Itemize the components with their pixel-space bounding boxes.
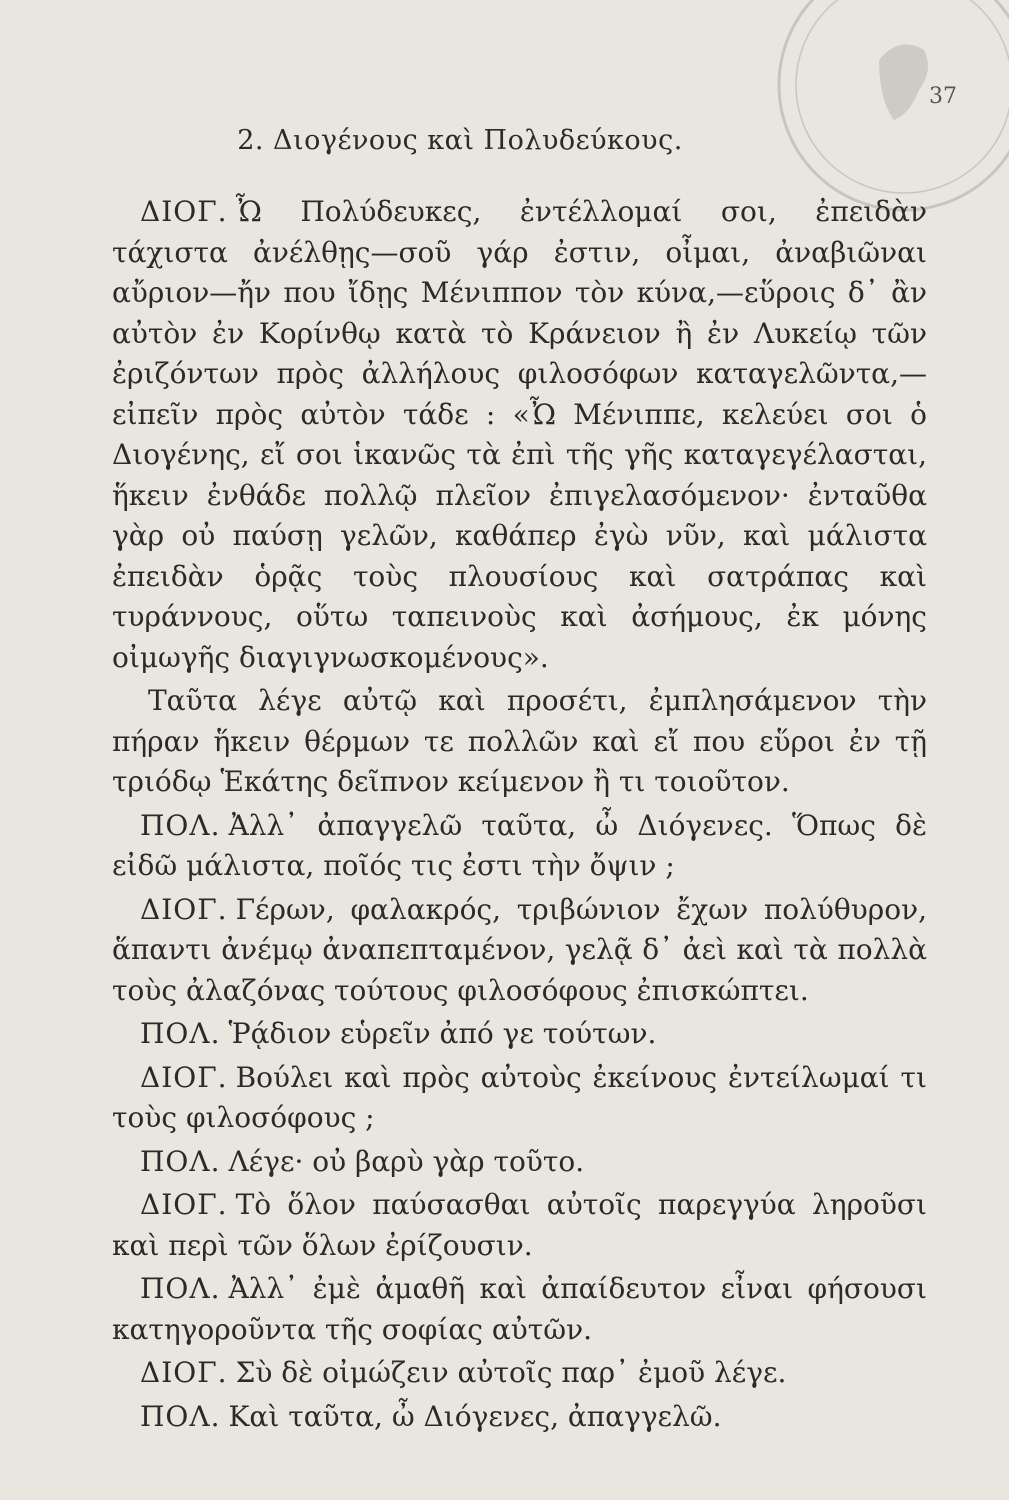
paragraph-text: Καὶ ταῦτα, ὦ Διόγενες, ἀπαγγελῶ.	[228, 1399, 722, 1433]
section-title: 2. Διογένους καὶ Πολυδεύκους.	[237, 125, 683, 156]
paragraph-text: Τὸ ὅλον παύσασθαι αὐτοῖς παρεγγύα ληροῦσι καὶ περὶ τῶν ὅλων ἐρίζουσιν.	[112, 1188, 927, 1262]
paragraph	[112, 1269, 927, 1350]
speaker-label: ΔΙΟΓ.	[140, 195, 228, 228]
paragraph-text: Σὺ δὲ οἰμώζειν αὐτοῖς παρ᾽ ἐμοῦ λέγε.	[235, 1356, 787, 1389]
paragraph-text: Ἀλλ᾽ ἐμὲ ἀμαθῆ καὶ ἀπαίδευτον εἶναι φήσουσι κατηγοροῦντα τῆς σοφίας αὐτῶν.	[112, 1272, 927, 1346]
paragraph	[112, 192, 927, 678]
page-number: 37	[929, 84, 957, 109]
speaker-label: ΔΙΟΓ.	[140, 1060, 228, 1094]
speaker-label: ΠΟΛ.	[140, 1017, 221, 1050]
paragraph	[112, 1185, 927, 1266]
paragraph-text: Γέρων, φαλακρός, τριβώνιον ἔχων πολύθυρον, ἅπαντι ἀνέμῳ ἀναπεπταμένον, γελᾷ δ᾽ ἀεὶ καὶ τὰ πολλὰ τοὺς ἀλαζόνας τούτους φιλοσόφους ἐπισκώπτει.	[112, 892, 927, 1007]
dialogue-text	[112, 192, 927, 1440]
paragraph-text: Ῥᾴδιον εὑρεῖν ἀπό γε τούτων.	[228, 1017, 657, 1050]
speaker-label: ΠΟΛ.	[140, 1399, 221, 1433]
speaker-label: ΔΙΟΓ.	[140, 1188, 228, 1221]
paragraph-text: Βούλει καὶ πρὸς αὐτοὺς ἐκείνους ἐντείλωμαί τι τοὺς φιλοσόφους ;	[112, 1060, 927, 1134]
paragraph-text: Ὦ Πολύδευκες, ἐντέλλομαί σοι, ἐπειδὰν τάχιστα ἀνέλθῃς—σοῦ γάρ ἐστιν, οἶμαι, ἀναβιῶναι αὔριον—ἤν που ἴδῃς Μένιππον τὸν κύνα,—εὕροις δ᾽ ἂν αὐτὸν ἐν Κορίνθῳ κατὰ τὸ Κράνειον ἢ ἐν Λυκείῳ τῶν ἐριζόντων πρὸς ἀλλήλους φιλοσόφων καταγελῶντα,—εἰπεῖν πρὸς αὐτὸν τάδε : «Ὦ Μένιππε, κελεύει σοι ὁ Διογένης, εἴ σοι ἱκανῶς τὰ ἐπὶ τῆς γῆς καταγεγέλασται, ἥκειν ἐνθάδε πολλῷ πλεῖον ἐπιγελασόμενον· ἐνταῦθα γὰρ οὐ παύσῃ γελῶν, καθάπερ ἐγὼ νῦν, καὶ μάλιστα ἐπειδὰν ὁρᾷς τοὺς πλουσίους καὶ σατράπας καὶ τυράννους, οὕτω ταπεινοὺς καὶ ἀσήμους, ἐκ μόνης οἰμωγῆς διαγιγνωσκομένους».	[112, 195, 927, 674]
paragraph-text: Ταῦτα λέγε αὐτῷ καὶ προσέτι, ἐμπλησάμενον τὴν πήραν ἥκειν θέρμων τε πολλῶν καὶ εἴ που εὕροι ἐν τῇ τριόδῳ Ἑκάτης δεῖπνον κείμενον ἢ τι τοιοῦτον.	[112, 684, 927, 798]
paragraph-text: Ἀλλ᾽ ἀπαγγελῶ ταῦτα, ὦ Διόγενες. Ὅπως δὲ εἰδῶ μάλιστα, ποῖός τις ἐστι τὴν ὄψιν ;	[112, 808, 927, 882]
paragraph	[112, 806, 927, 887]
speaker-label: ΠΟΛ.	[140, 808, 221, 842]
speaker-label: ΠΟΛ.	[140, 1144, 221, 1178]
speaker-label: ΔΙΟΓ.	[140, 892, 228, 926]
paragraph-text: Λέγε· οὐ βαρὺ γὰρ τοῦτο.	[228, 1144, 585, 1178]
speaker-label: ΠΟΛ.	[140, 1272, 221, 1305]
paragraph	[112, 1014, 927, 1055]
paragraph	[112, 1058, 927, 1139]
speaker-label: ΔΙΟΓ.	[140, 1356, 228, 1389]
paragraph	[112, 890, 927, 1012]
paragraph	[112, 1397, 927, 1438]
paragraph	[112, 1353, 927, 1394]
paragraph	[112, 1142, 927, 1183]
paragraph	[112, 681, 927, 803]
